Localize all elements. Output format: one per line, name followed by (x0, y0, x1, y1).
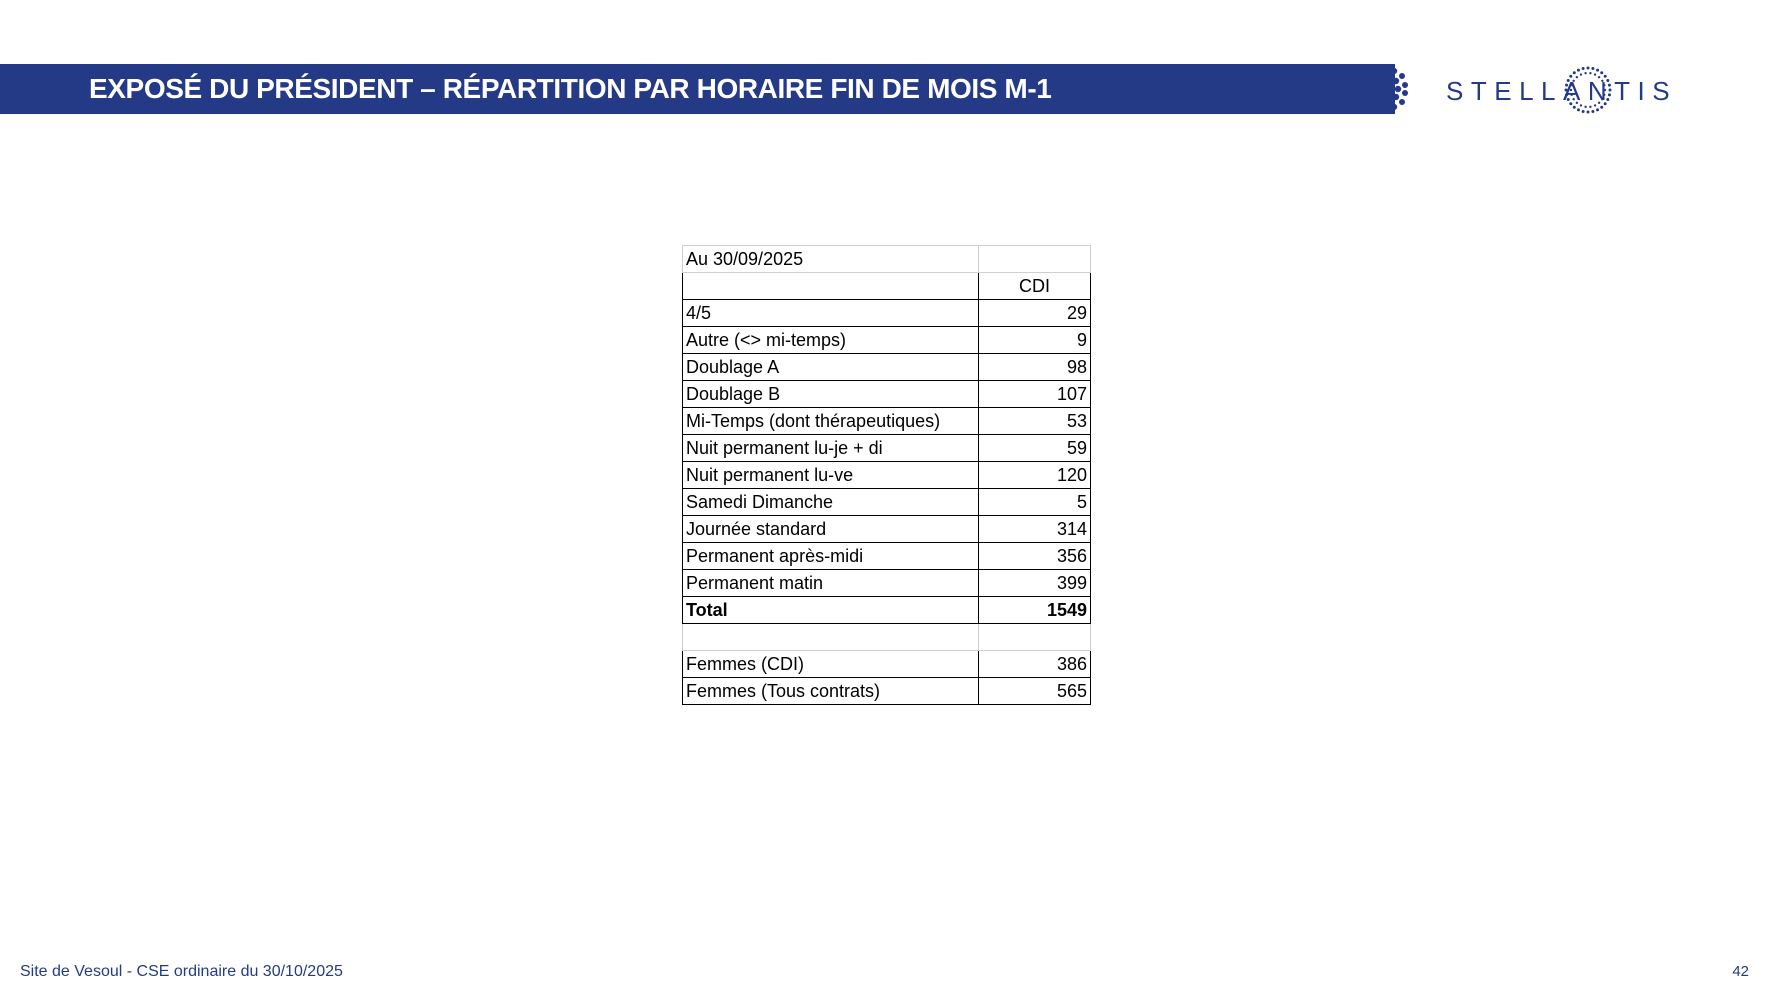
logo-dot (1591, 67, 1594, 70)
row-label: Femmes (CDI) (683, 651, 979, 678)
header-band (0, 64, 1395, 114)
row-value: 107 (979, 381, 1091, 408)
table-row (683, 543, 1091, 570)
table-row (683, 570, 1091, 597)
table-header-row (683, 273, 1091, 300)
logo-dot (1591, 110, 1594, 113)
table-total-row (683, 597, 1091, 624)
headcount-table (682, 245, 1091, 705)
logo-dot (1587, 111, 1590, 114)
row-value: 314 (979, 516, 1091, 543)
table-row (683, 300, 1091, 327)
row-label: Mi-Temps (dont thérapeutiques) (683, 408, 979, 435)
table-row (683, 354, 1091, 381)
row-label: Permanent après-midi (683, 543, 979, 570)
table-empty-cell (683, 273, 979, 300)
total-value: 1549 (979, 597, 1091, 624)
row-value: 386 (979, 651, 1091, 678)
row-value: 29 (979, 300, 1091, 327)
row-value: 9 (979, 327, 1091, 354)
table-row (683, 462, 1091, 489)
row-label: Permanent matin (683, 570, 979, 597)
table-row (683, 381, 1091, 408)
table-row (683, 651, 1091, 678)
row-label: Nuit permanent lu-je + di (683, 435, 979, 462)
page-title: EXPOSÉ DU PRÉSIDENT – RÉPARTITION PAR HORAIRE FIN DE MOIS M-1 (89, 73, 1052, 104)
table-spacer-row (683, 624, 1091, 651)
row-label: Autre (<> mi-temps) (683, 327, 979, 354)
row-value: 356 (979, 543, 1091, 570)
row-value: 53 (979, 408, 1091, 435)
logo-dot (1577, 108, 1580, 111)
row-label: Samedi Dimanche (683, 489, 979, 516)
row-label: Nuit permanent lu-ve (683, 462, 979, 489)
logo-dot (1589, 72, 1591, 74)
logo-dot (1587, 67, 1590, 70)
table-row (683, 408, 1091, 435)
row-label: Femmes (Tous contrats) (683, 678, 979, 705)
row-value: 59 (979, 435, 1091, 462)
logo-dot (1573, 71, 1576, 74)
logo-dot (1582, 110, 1585, 113)
table-date-row (683, 246, 1091, 273)
logo-dot (1600, 71, 1603, 74)
table-row (683, 435, 1091, 462)
logo-dot (1584, 72, 1586, 74)
total-label: Total (683, 597, 979, 624)
table-row (683, 327, 1091, 354)
logo-dot (1596, 108, 1599, 111)
decorative-dots-icon (1386, 66, 1412, 112)
row-value: 98 (979, 354, 1091, 381)
row-value: 565 (979, 678, 1091, 705)
column-header-cdi: CDI (979, 273, 1091, 300)
table-date-label: Au 30/09/2025 (683, 246, 979, 273)
row-value: 399 (979, 570, 1091, 597)
row-value: 120 (979, 462, 1091, 489)
row-label: Doublage B (683, 381, 979, 408)
table-empty-cell (979, 624, 1091, 651)
table-row (683, 516, 1091, 543)
page-number: 42 (1732, 963, 1749, 980)
row-label: 4/5 (683, 300, 979, 327)
footer-site-text: Site de Vesoul - CSE ordinaire du 30/10/2025 (20, 963, 343, 980)
row-label: Doublage A (683, 354, 979, 381)
table-empty-cell (683, 624, 979, 651)
row-value: 5 (979, 489, 1091, 516)
stellantis-logo (1446, 62, 1696, 118)
row-label: Journée standard (683, 516, 979, 543)
logo-dot (1582, 67, 1585, 70)
table-row (683, 489, 1091, 516)
logo-dot (1577, 69, 1580, 72)
table-empty-cell (979, 246, 1091, 273)
table-row (683, 678, 1091, 705)
logo-text: STELLANTIS (1446, 76, 1678, 106)
logo-dot (1596, 69, 1599, 72)
